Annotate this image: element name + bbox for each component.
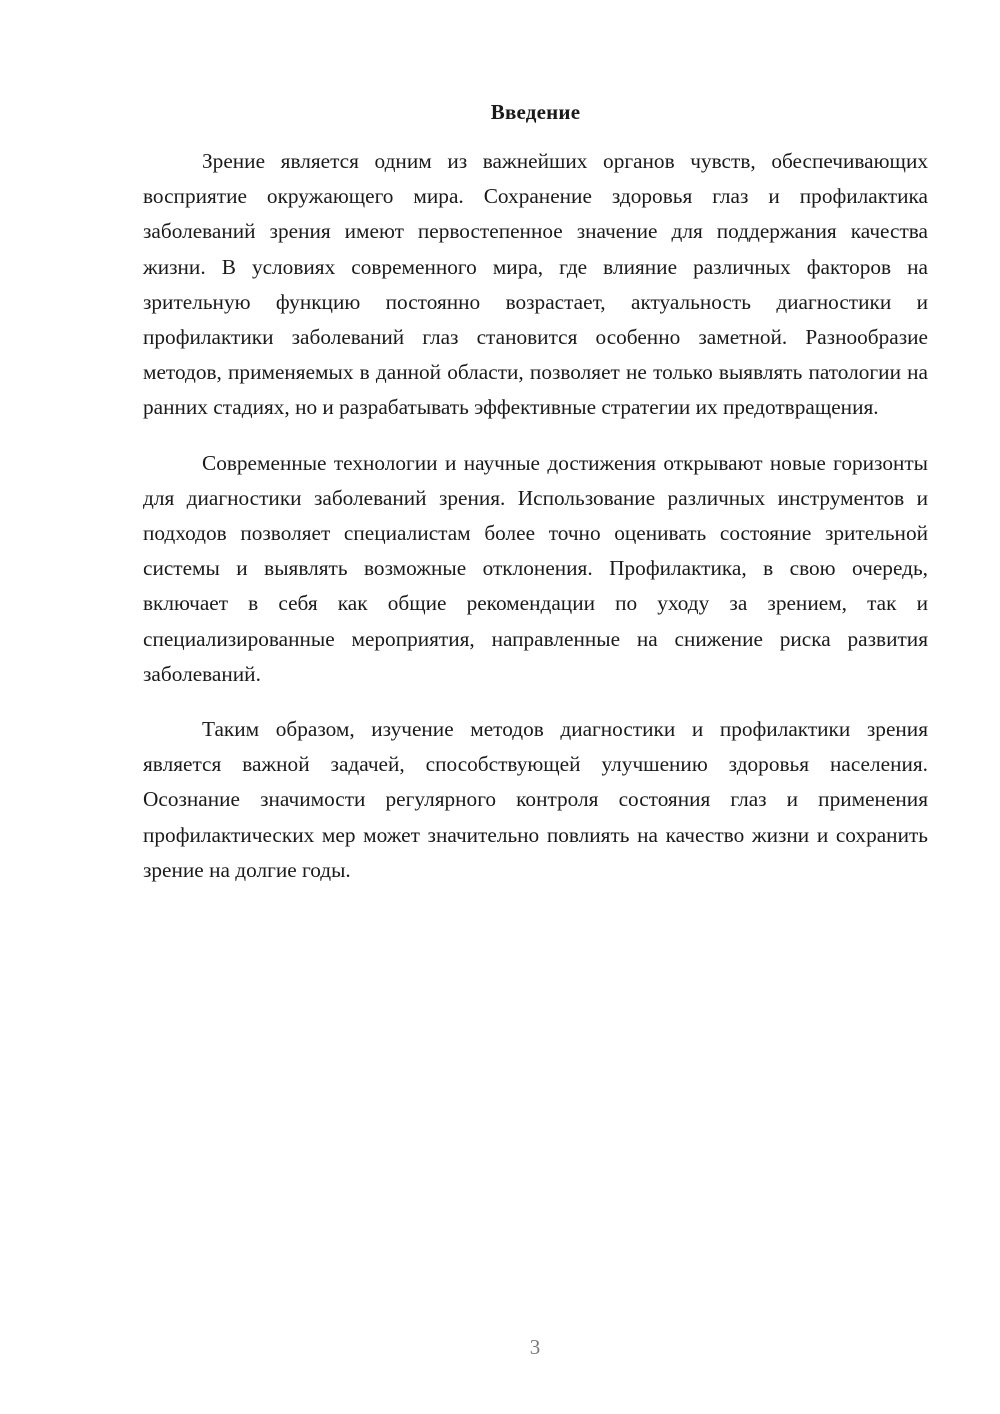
paragraph-1: Зрение является одним из важнейших органов чувств, обеспечивающих восприятие окружающего мира. Сохранение здоровья глаз и профилактика заболеваний зрения имеют первостепенное значение для поддержания качества жизни. В условиях современного мира, где влияние различных факторов на зрительную функцию постоянно возрастает, актуальность диагностики и профилактики заболеваний глаз становится особенно заметной. Разнообразие методов, применяемых в данной области, позволяет не только выявлять патологии на ранних стадиях, но и разрабатывать эффективные стратегии их предотвращения.: [143, 149, 928, 420]
paragraph-2: Современные технологии и научные достижения открывают новые горизонты для диагностики заболеваний зрения. Использование различных инструментов и подходов позволяет специалистам более точно оценивать состояние зрительной системы и выявлять возможные отклонения. Профилактика, в свою очередь, включает в себя как общие рекомендации по уходу за зрением, так и специализированные мероприятия, направленные на снижение риска развития заболеваний.: [143, 450, 928, 686]
section-heading: Введение: [490, 100, 581, 124]
page-content: [143, 94, 928, 908]
paragraph-3: Таким образом, изучение методов диагностики и профилактики зрения является важной задачей, способствующей улучшению здоровья населения. Осознание значимости регулярного контроля состояния глаз и применения профилактических мер может значительно повлиять на качество жизни и сохранить зрение на долгие годы.: [143, 717, 928, 882]
page-number: 3: [529, 1335, 541, 1359]
